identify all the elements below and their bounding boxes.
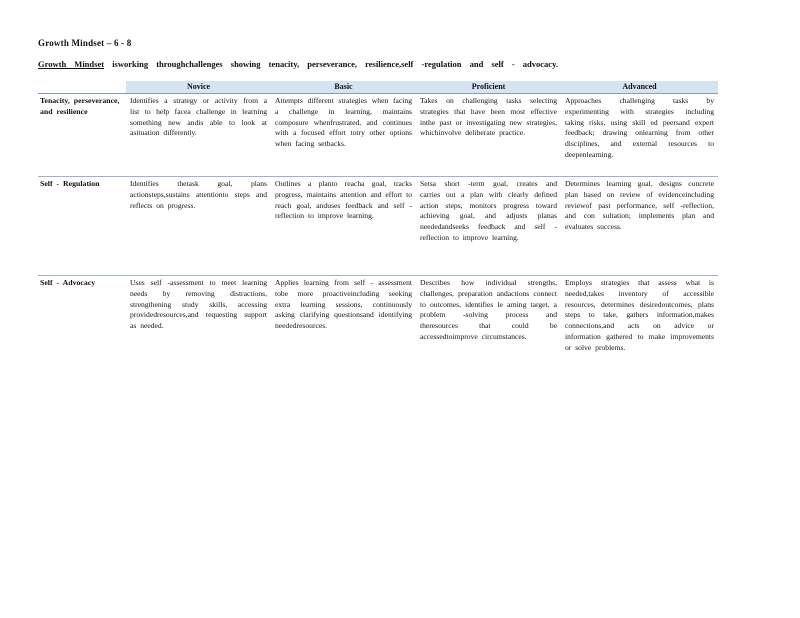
cell-proficient: Setsa short -term goal, creates and carries out a plan with clearly defined action steps, monitors progress toward achieving goal, and adjusts planas neededandseeks feedback and self -reflection to improve learning.: [420, 179, 557, 242]
header-blank: [38, 81, 126, 94]
cell-advanced: Employs strategies that assess what is needed,takes inventory of accessible resources, determines desiredoutcomes, plans steps to take, gathers information,makes connections,and acts on advice or information gathered to make improvements or solve problems.: [565, 278, 714, 352]
criterion-self-regulation: Self - Regulation: [40, 179, 100, 188]
table-row: [38, 177, 718, 276]
header-basic: Basic: [271, 81, 416, 94]
subtitle-underlined-term: Growth Mindset: [38, 59, 105, 69]
cell-advanced: Determines learning goal, designs concrete plan based on review of evidenceincluding reviewof past performance, self -reflection, and con sultation; implements plan and evaluates success.: [565, 179, 714, 232]
table-row: [38, 94, 718, 177]
header-novice: Novice: [126, 81, 271, 94]
subtitle-text: isworking throughchallenges showing tenacity, perseverance, resilience,self -regulation and self - advocacy.: [112, 59, 558, 69]
rubric-description: [38, 59, 558, 69]
criterion-tenacity: Tenacity, perseverance, and resilience: [40, 96, 120, 116]
header-proficient: Proficient: [416, 81, 561, 94]
header-advanced: Advanced: [561, 81, 718, 94]
cell-novice: Identifies thetask goal, plans actionsteps,sustains attentionto steps and reflects on progress.: [130, 179, 267, 210]
page-title: Growth Mindset – 6 - 8: [38, 38, 132, 48]
cell-novice: Uses self -assessment to meet learning needs by removing distractions, strengthening study skills, accessing providedresources,and requesting support as needed.: [130, 278, 267, 331]
rubric-table: [38, 81, 718, 396]
cell-advanced: Approaches challenging tasks by experimenting with strategies including taking risks, using skill ed peersand expert feedback; drawing onlearning from other disciplines, and external resources to deepenlearning.: [565, 96, 714, 159]
criterion-self-advocacy: Self - Advocacy: [40, 278, 96, 287]
cell-proficient: Describes how individual strengths, challenges, preparation andactions connect to outcomes, identifies le arning target, a problem -solving process and theresources that could be accessedtoimprove circumstances.: [420, 278, 557, 341]
cell-basic: Outlines a planto reacha goal, tracks progress, maintains attention and effort to reach goal, anduses feedback and self -reflection to improve learning.: [275, 179, 412, 221]
cell-basic: Attempts different strategies when facing a challenge in learning, maintains composure whenfrustrated, and continues with a focused effort totry other options when facing setbacks.: [275, 96, 412, 149]
rubric-header-row: [38, 81, 718, 94]
cell-proficient: Takes on challenging tasks selecting strategies that have been most effective inthe past or investigating new strategies, whichinvolve deliberate practice.: [420, 96, 557, 138]
cell-novice: Identifies a strategy or activity from a list to help facea challenge in learning something new andis able to look at asituation differently.: [130, 96, 267, 138]
cell-basic: Applies learning from self - assessment tobe more proactiveincluding seeking extra learning sessions, continuously asking clarifying questionsand identifying neededresources.: [275, 278, 412, 331]
table-row: [38, 276, 718, 397]
